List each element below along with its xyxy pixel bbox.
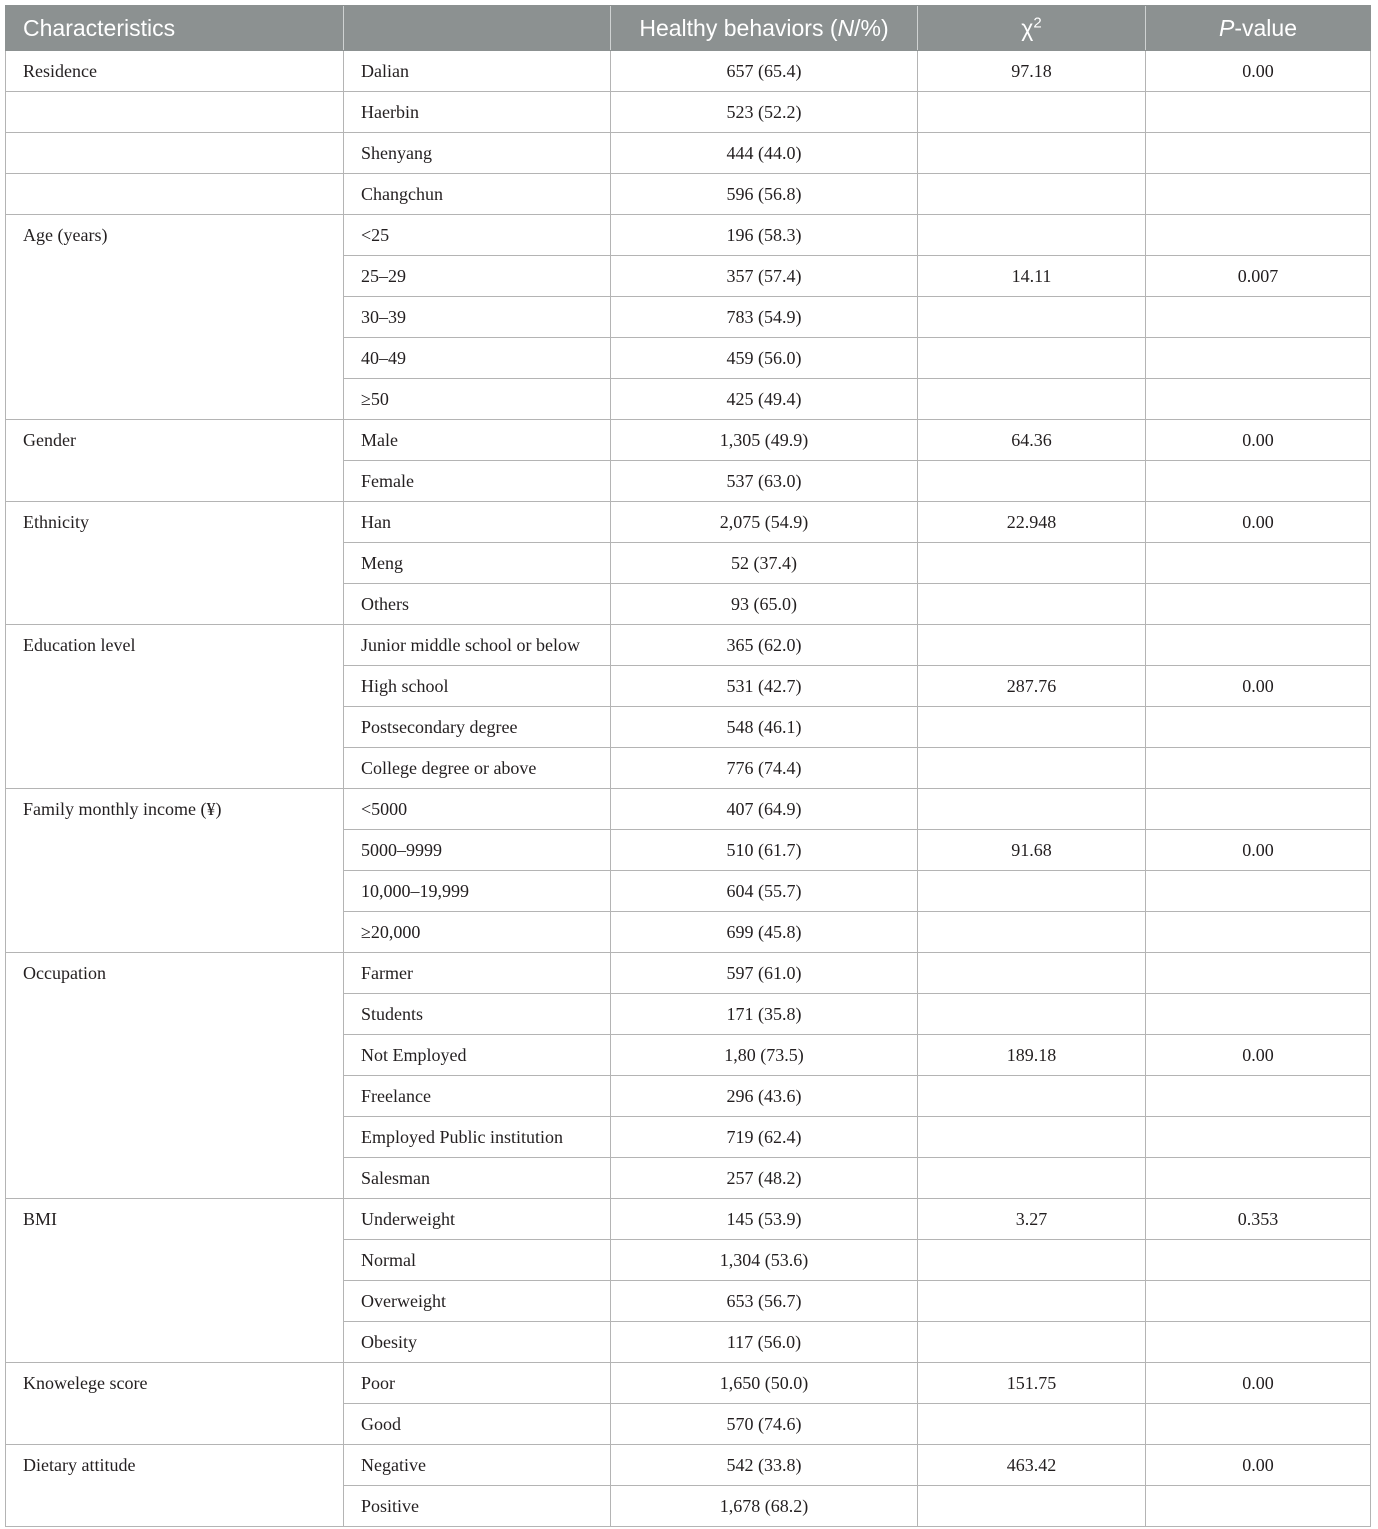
header-p-italic: P [1219,14,1235,41]
p-value-text: 0.00 [1242,675,1274,696]
category-text: Overweight [361,1290,446,1311]
p-value-cell [1146,543,1371,584]
healthy-behaviors-text: 523 (52.2) [726,101,802,122]
characteristic-text: Knowelege score [23,1373,148,1393]
characteristic-text: Occupation [23,963,106,983]
chi-square-cell [918,502,1146,543]
healthy-behaviors-cell [611,871,918,912]
category-text: College degree or above [361,757,537,778]
chi-square-cell [918,789,1146,830]
chi-square-cell [918,1035,1146,1076]
healthy-behaviors-cell [611,379,918,420]
chi-square-cell [918,1486,1146,1527]
chi-square-cell [918,1281,1146,1322]
characteristic-text: Residence [23,61,97,81]
table-row [6,789,1371,830]
category-cell [344,912,611,953]
category-text: Poor [361,1372,396,1393]
category-text: Meng [361,552,403,573]
p-value-cell [1146,461,1371,502]
healthy-behaviors-text: 1,678 (68.2) [719,1495,809,1516]
p-value-cell [1146,215,1371,256]
category-cell [344,1445,611,1486]
p-value-text: 0.00 [1242,1044,1274,1065]
category-cell [344,748,611,789]
header-p-suffix: -value [1234,14,1297,41]
category-cell [344,215,611,256]
category-cell [344,789,611,830]
category-cell [344,707,611,748]
characteristic-text: Age (years) [23,225,108,245]
healthy-behaviors-text: 510 (61.7) [726,839,802,860]
healthy-behaviors-cell [611,953,918,994]
table-row [6,953,1371,994]
table-row [6,625,1371,666]
chi-square-cell [918,830,1146,871]
category-cell [344,953,611,994]
characteristic-text: BMI [23,1209,58,1229]
header-healthy-behaviors [611,6,918,51]
chi-square-cell [918,1404,1146,1445]
category-cell [344,1363,611,1404]
category-text: Dalian [361,60,409,81]
healthy-behaviors-cell [611,215,918,256]
healthy-behaviors-text: 459 (56.0) [726,347,802,368]
category-text: Male [361,429,398,450]
category-cell [344,502,611,543]
chi-square-text: 91.68 [1011,839,1052,860]
healthy-behaviors-cell [611,502,918,543]
chi-square-cell [918,1322,1146,1363]
healthy-behaviors-text: 1,305 (49.9) [719,429,809,450]
chi-square-text: 463.42 [1006,1454,1057,1475]
category-cell [344,461,611,502]
category-text: Farmer [361,962,413,983]
healthy-behaviors-cell [611,92,918,133]
table-row [6,174,1371,215]
p-value-cell [1146,1199,1371,1240]
chi-square-cell [918,994,1146,1035]
healthy-behaviors-text: 719 (62.4) [726,1126,802,1147]
characteristic-cell [6,420,344,502]
characteristic-cell [6,953,344,1199]
category-cell [344,871,611,912]
p-value-cell [1146,748,1371,789]
healthy-behaviors-cell [611,174,918,215]
healthy-behaviors-cell [611,1322,918,1363]
category-text: Postsecondary degree [361,716,518,737]
category-cell [344,51,611,92]
chi-square-cell [918,625,1146,666]
chi-square-text: 14.11 [1011,265,1052,286]
p-value-cell [1146,338,1371,379]
healthy-behaviors-text: 604 (55.7) [726,880,802,901]
characteristic-cell [6,133,344,174]
characteristic-cell [6,1363,344,1445]
healthy-behaviors-text: 1,304 (53.6) [719,1249,809,1270]
chi-square-cell [918,420,1146,461]
healthy-behaviors-cell [611,1445,918,1486]
characteristic-text: Family monthly income (¥) [23,799,222,819]
chi-square-cell [918,666,1146,707]
healthy-behaviors-cell [611,1199,918,1240]
healthy-behaviors-cell [611,256,918,297]
p-value-cell [1146,789,1371,830]
category-cell [344,420,611,461]
header-healthy-italic: N [837,14,855,41]
healthy-behaviors-text: 2,075 (54.9) [719,511,809,532]
healthy-behaviors-text: 257 (48.2) [726,1167,802,1188]
category-text: Positive [361,1495,420,1516]
chi-square-text: 3.27 [1015,1208,1048,1229]
category-text: Haerbin [361,101,419,122]
data-table [5,5,1371,1527]
p-value-text: 0.00 [1242,839,1274,860]
chi-square-cell [918,1158,1146,1199]
p-value-cell [1146,379,1371,420]
healthy-behaviors-text: 537 (63.0) [726,470,802,491]
characteristic-cell [6,51,344,92]
chi-square-cell [918,953,1146,994]
chi-square-cell [918,256,1146,297]
category-text: ≥50 [361,388,389,409]
category-cell [344,1322,611,1363]
category-cell [344,1117,611,1158]
characteristic-cell [6,92,344,133]
category-text: Changchun [361,183,443,204]
characteristic-text: Education level [23,635,136,655]
healthy-behaviors-cell [611,666,918,707]
healthy-behaviors-cell [611,297,918,338]
p-value-cell [1146,51,1371,92]
chi-square-cell [918,461,1146,502]
chi-square-text: 287.76 [1006,675,1057,696]
category-cell [344,133,611,174]
healthy-behaviors-cell [611,1158,918,1199]
p-value-text: 0.00 [1242,1372,1274,1393]
healthy-behaviors-cell [611,1281,918,1322]
p-value-cell [1146,871,1371,912]
healthy-behaviors-text: 548 (46.1) [726,716,802,737]
category-cell [344,666,611,707]
table-row [6,1199,1371,1240]
characteristic-text: Ethnicity [23,512,89,532]
header-row [6,6,1371,51]
category-text: Normal [361,1249,416,1270]
healthy-behaviors-cell [611,625,918,666]
category-cell [344,1158,611,1199]
p-value-cell [1146,1445,1371,1486]
category-text: Junior middle school or below [361,634,580,655]
healthy-behaviors-cell [611,1404,918,1445]
category-text: 25–29 [361,265,406,286]
category-text: Freelance [361,1085,431,1106]
category-cell [344,92,611,133]
chi-square-cell [918,1076,1146,1117]
p-value-cell [1146,92,1371,133]
p-value-cell [1146,584,1371,625]
p-value-cell [1146,953,1371,994]
healthy-behaviors-text: 296 (43.6) [726,1085,802,1106]
healthy-behaviors-text: 783 (54.9) [726,306,802,327]
header-chi-square [918,6,1146,51]
healthy-behaviors-cell [611,994,918,1035]
header-characteristics-label: Characteristics [23,14,176,41]
healthy-behaviors-cell [611,584,918,625]
category-cell [344,1486,611,1527]
header-characteristics [6,6,344,51]
characteristic-text: Gender [23,430,76,450]
healthy-behaviors-cell [611,707,918,748]
category-cell [344,830,611,871]
header-healthy-prefix: Healthy behaviors ( [639,14,838,41]
healthy-behaviors-text: 52 (37.4) [731,552,797,573]
category-text: <25 [361,224,390,245]
healthy-behaviors-cell [611,543,918,584]
table-header [6,6,1371,51]
category-cell [344,1404,611,1445]
p-value-cell [1146,1117,1371,1158]
healthy-behaviors-cell [611,1076,918,1117]
healthy-behaviors-text: 1,650 (50.0) [719,1372,809,1393]
healthy-behaviors-cell [611,1117,918,1158]
category-cell [344,338,611,379]
chi-square-text: 22.948 [1006,511,1057,532]
table-row [6,502,1371,543]
chi-square-text: 189.18 [1006,1044,1057,1065]
category-text: 5000–9999 [361,839,442,860]
category-cell [344,256,611,297]
healthy-behaviors-cell [611,1240,918,1281]
p-value-cell [1146,502,1371,543]
chi-square-text: 97.18 [1011,60,1052,81]
p-value-text: 0.353 [1237,1208,1279,1229]
category-cell [344,994,611,1035]
chi-square-cell [918,51,1146,92]
healthy-behaviors-text: 1,80 (73.5) [724,1044,804,1065]
p-value-text: 0.007 [1237,265,1279,286]
category-text: Salesman [361,1167,430,1188]
chi-square-cell [918,1117,1146,1158]
chi-square-cell [918,1199,1146,1240]
chi-square-cell [918,748,1146,789]
p-value-cell [1146,830,1371,871]
p-value-cell [1146,256,1371,297]
healthy-behaviors-cell [611,338,918,379]
p-value-cell [1146,1281,1371,1322]
chi-square-cell [918,912,1146,953]
category-text: ≥20,000 [361,921,421,942]
p-value-cell [1146,174,1371,215]
healthy-behaviors-text: 171 (35.8) [726,1003,802,1024]
p-value-cell [1146,1404,1371,1445]
healthy-behaviors-text: 570 (74.6) [726,1413,802,1434]
header-chi-symbol: χ [1021,14,1034,41]
p-value-text: 0.00 [1242,511,1274,532]
category-text: Good [361,1413,401,1434]
category-cell [344,1240,611,1281]
p-value-cell [1146,707,1371,748]
category-text: 40–49 [361,347,406,368]
chi-square-cell [918,871,1146,912]
category-cell [344,1281,611,1322]
characteristic-cell [6,215,344,420]
p-value-text: 0.00 [1242,1454,1274,1475]
characteristic-cell [6,625,344,789]
table-row [6,420,1371,461]
p-value-cell [1146,625,1371,666]
header-subcategory [344,6,611,51]
healthy-behaviors-text: 145 (53.9) [726,1208,802,1229]
category-text: Negative [361,1454,426,1475]
category-text: 30–39 [361,306,406,327]
healthy-behaviors-cell [611,1486,918,1527]
chi-square-cell [918,338,1146,379]
characteristic-cell [6,1445,344,1527]
chi-square-text: 151.75 [1006,1372,1057,1393]
characteristic-cell [6,502,344,625]
chi-square-cell [918,297,1146,338]
healthy-behaviors-text: 657 (65.4) [726,60,802,81]
healthy-behaviors-text: 699 (45.8) [726,921,802,942]
category-cell [344,1199,611,1240]
category-text: Han [361,511,391,532]
category-cell [344,543,611,584]
category-text: Obesity [361,1331,417,1352]
p-value-cell [1146,1035,1371,1076]
header-p-value [1146,6,1371,51]
healthy-behaviors-cell [611,748,918,789]
healthy-behaviors-cell [611,461,918,502]
chi-square-cell [918,1445,1146,1486]
chi-square-cell [918,1240,1146,1281]
category-text: Students [361,1003,424,1024]
category-text: 10,000–19,999 [361,880,469,901]
characteristic-text: Dietary attitude [23,1455,136,1475]
category-text: Shenyang [361,142,432,163]
category-cell [344,1035,611,1076]
table-row [6,92,1371,133]
category-text: High school [361,675,449,696]
p-value-cell [1146,133,1371,174]
healthy-behaviors-cell [611,789,918,830]
chi-square-cell [918,1363,1146,1404]
p-value-cell [1146,420,1371,461]
chi-square-cell [918,133,1146,174]
category-cell [344,1076,611,1117]
chi-square-text: 64.36 [1011,429,1052,450]
category-text: <5000 [361,798,408,819]
p-value-cell [1146,1240,1371,1281]
healthy-behaviors-cell [611,1363,918,1404]
p-value-cell [1146,994,1371,1035]
p-value-cell [1146,1486,1371,1527]
healthy-behaviors-text: 93 (65.0) [731,593,797,614]
healthy-behaviors-text: 357 (57.4) [726,265,802,286]
healthy-behaviors-text: 425 (49.4) [726,388,802,409]
table-row [6,215,1371,256]
p-value-cell [1146,1158,1371,1199]
category-cell [344,625,611,666]
chi-square-cell [918,174,1146,215]
healthy-behaviors-text: 531 (42.7) [726,675,802,696]
p-value-cell [1146,297,1371,338]
healthy-behaviors-cell [611,912,918,953]
healthy-behaviors-text: 117 (56.0) [726,1331,802,1352]
chi-square-cell [918,92,1146,133]
characteristic-cell [6,789,344,953]
healthy-behaviors-text: 597 (61.0) [726,962,802,983]
healthy-behaviors-text: 542 (33.8) [726,1454,802,1475]
category-cell [344,297,611,338]
healthy-behaviors-cell [611,830,918,871]
category-text: Others [361,593,409,614]
category-text: Female [361,470,414,491]
healthy-behaviors-text: 653 (56.7) [726,1290,802,1311]
header-chi-superscript: 2 [1033,13,1042,31]
characteristic-cell [6,1199,344,1363]
table-row [6,133,1371,174]
p-value-cell [1146,666,1371,707]
table-row [6,1363,1371,1404]
p-value-text: 0.00 [1242,60,1274,81]
healthy-behaviors-text: 596 (56.8) [726,183,802,204]
category-cell [344,174,611,215]
healthy-behaviors-cell [611,133,918,174]
characteristic-cell [6,174,344,215]
chi-square-cell [918,379,1146,420]
p-value-cell [1146,1363,1371,1404]
category-cell [344,379,611,420]
p-value-text: 0.00 [1242,429,1274,450]
healthy-behaviors-cell [611,420,918,461]
chi-square-cell [918,707,1146,748]
healthy-behaviors-text: 444 (44.0) [726,142,802,163]
healthy-behaviors-cell [611,1035,918,1076]
p-value-cell [1146,1322,1371,1363]
table-row [6,51,1371,92]
healthy-behaviors-text: 365 (62.0) [726,634,802,655]
chi-square-cell [918,543,1146,584]
table-body [6,51,1371,1527]
chi-square-cell [918,215,1146,256]
header-healthy-suffix: /%) [854,14,889,41]
category-text: Underweight [361,1208,455,1229]
category-cell [344,584,611,625]
category-text: Not Employed [361,1044,467,1065]
healthy-behaviors-text: 776 (74.4) [726,757,802,778]
healthy-behaviors-text: 407 (64.9) [726,798,802,819]
p-value-cell [1146,912,1371,953]
healthy-behaviors-cell [611,51,918,92]
category-text: Employed Public institution [361,1126,563,1147]
p-value-cell [1146,1076,1371,1117]
healthy-behaviors-text: 196 (58.3) [726,224,802,245]
table-row [6,1445,1371,1486]
chi-square-cell [918,584,1146,625]
